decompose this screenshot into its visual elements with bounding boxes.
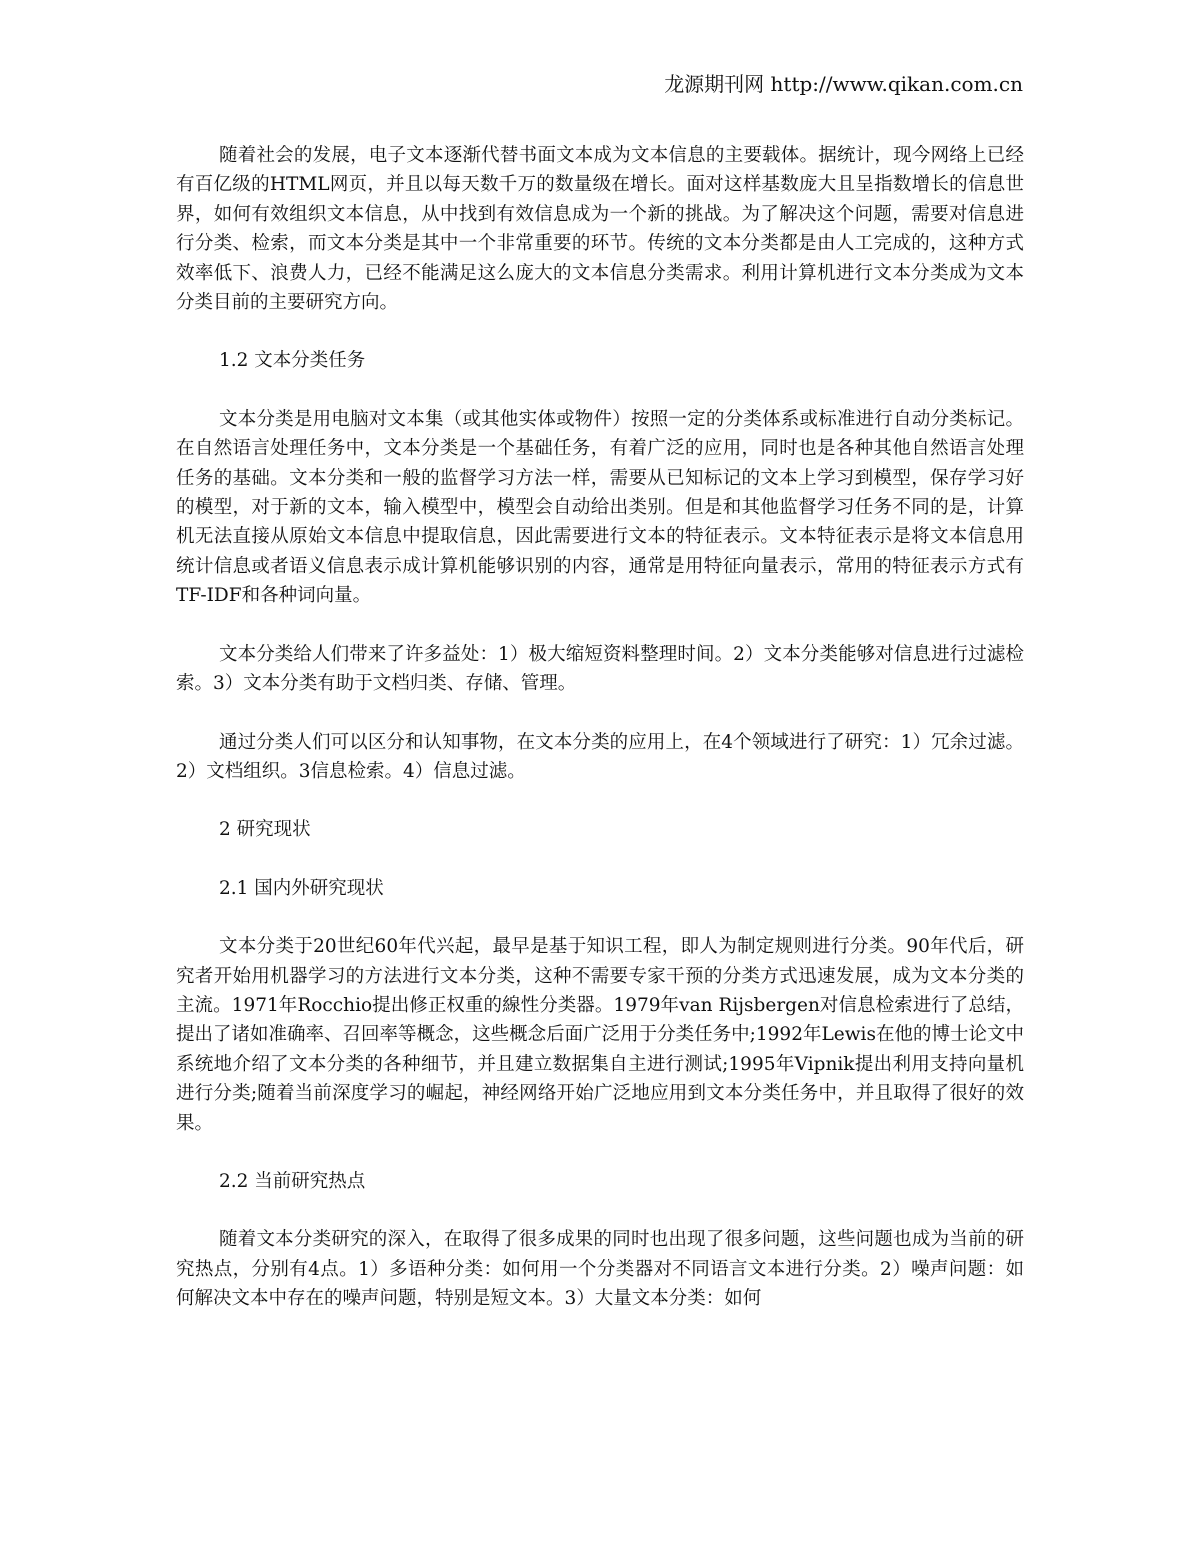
site-header: 龙源期刊网 http://www.qikan.com.cn bbox=[664, 72, 1023, 96]
article-body bbox=[176, 141, 1024, 1314]
paragraph-intro: 随着社会的发展，电子文本逐渐代替书面文本成为文本信息的主要载体。据统计，现今网络上已经有百亿级的HTML网页，并且以每天数千万的数量级在增长。面对这样基数庞大且呈指数增长的信息世界，如何有效组织文本信息，从中找到有效信息成为一个新的挑战。为了解决这个问题，需要对信息进行分类、检索，而文本分类是其中一个非常重要的环节。传统的文本分类都是由人工完成的，这种方式效率低下、浪费人力，已经不能满足这么庞大的文本信息分类需求。利用计算机进行文本分类成为文本分类目前的主要研究方向。 bbox=[176, 145, 1024, 314]
paragraph-research-history: 文本分类于20世纪60年代兴起，最早是基于知识工程，即人为制定规则进行分类。90年代后，研究者开始用机器学习的方法进行文本分类，这种不需要专家干预的分类方式迅速发展，成为文本分类的主流。1971年Rocchio提出修正权重的線性分类器。1979年van Rijsbergen对信息检索进行了总结，提出了诸如准确率、召回率等概念，这些概念后面广泛用于分类任务中;1992年Lewis在他的博士论文中系统地介绍了文本分类的各种细节，并且建立数据集自主进行测试;1995年Vipnik提出利用支持向量机进行分类;随着当前深度学习的崛起，神经网络开始广泛地应用到文本分类任务中，并且取得了很好的效果。 bbox=[176, 936, 1025, 1134]
paragraph-benefits: 文本分类给人们带来了许多益处：1）极大缩短资料整理时间。2）文本分类能够对信息进行过滤检索。3）文本分类有助于文档归类、存储、管理。 bbox=[176, 643, 1024, 695]
section-heading-1-2: 1.2 文本分类任务 bbox=[219, 350, 366, 372]
paragraph-task-definition: 文本分类是用电脑对文本集（或其他实体或物件）按照一定的分类体系或标准进行自动分类标记。在自然语言处理任务中，文本分类是一个基础任务，有着广泛的应用，同时也是各种其他自然语言处理任务的基础。文本分类和一般的监督学习方法一样，需要从已知标记的文本上学习到模型，保存学习好的模型，对于新的文本，输入模型中，模型会自动给出类别。但是和其他监督学习任务不同的是，计算机无法直接从原始文本信息中提取信息，因此需要进行文本的特征表示。文本特征表示是将文本信息用统计信息或者语义信息表示成计算机能够识别的内容，通常是用特征向量表示，常用的特征表示方式有TF-IDF和各种词向量。 bbox=[176, 408, 1024, 607]
section-heading-2-2: 2.2 当前研究热点 bbox=[219, 1170, 366, 1192]
section-heading-2: 2 研究现状 bbox=[219, 819, 311, 841]
section-heading-2-1: 2.1 国内外研究现状 bbox=[219, 877, 384, 899]
paragraph-applications: 通过分类人们可以区分和认知事物，在文本分类的应用上，在4个领域进行了研究：1）冗余过滤。2）文档组织。3信息检索。4）信息过滤。 bbox=[176, 731, 1024, 782]
paragraph-research-hotspots: 随着文本分类研究的深入，在取得了很多成果的同时也出现了很多问题，这些问题也成为当前的研究热点，分别有4点。1）多语种分类：如何用一个分类器对不同语言文本进行分类。2）噪声问题：如何解决文本中存在的噪声问题，特别是短文本。3）大量文本分类：如何 bbox=[176, 1229, 1024, 1310]
